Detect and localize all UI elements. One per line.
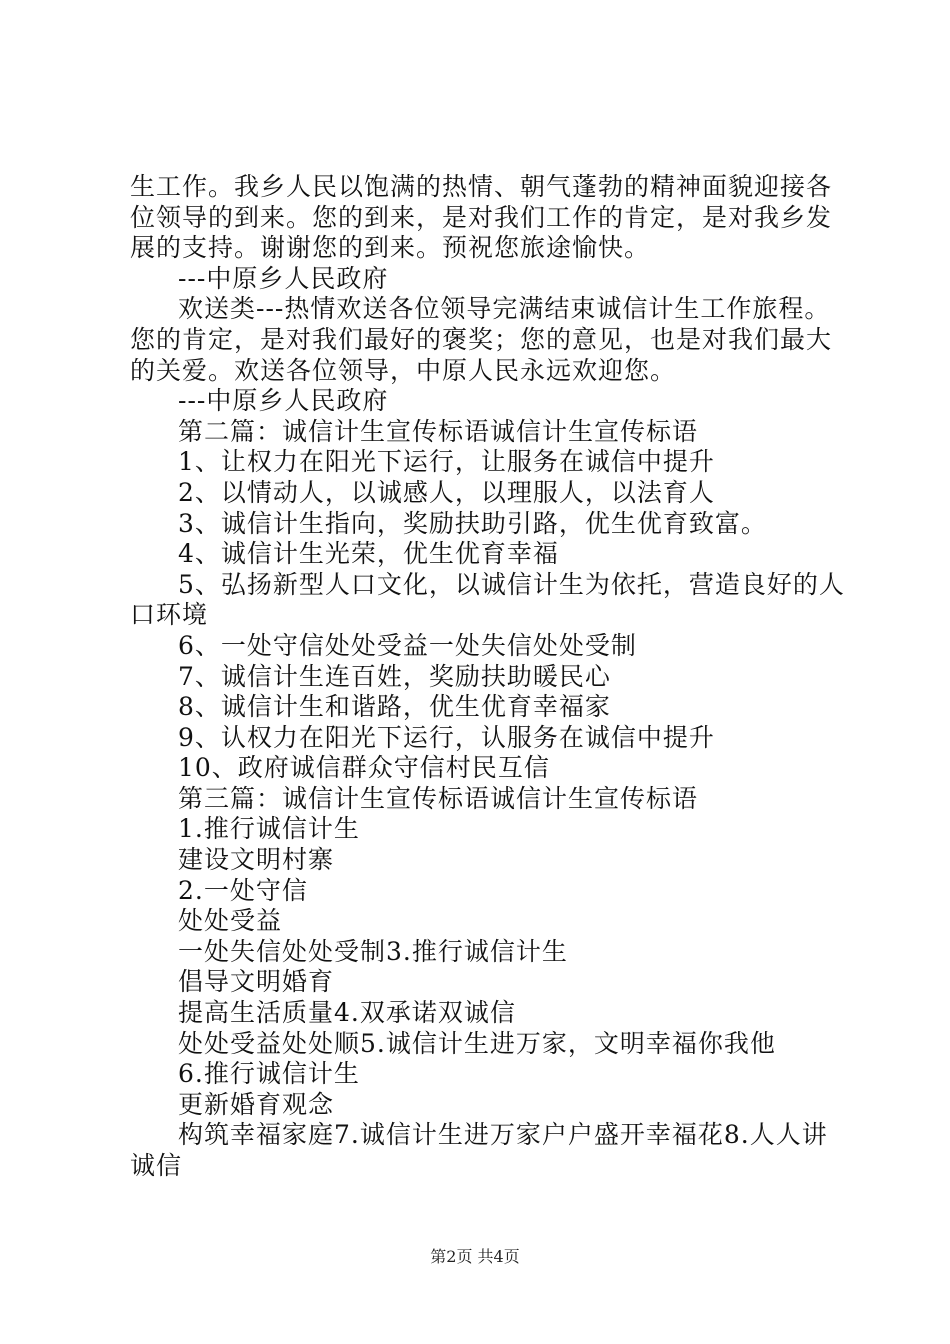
text-line: 第二篇：诚信计生宣传标语诚信计生宣传标语 bbox=[178, 416, 699, 446]
text-line: 诚信 bbox=[130, 1151, 183, 1180]
text-line: 您的肯定，是对我们最好的褒奖；您的意见，也是对我们最大 bbox=[130, 324, 833, 354]
text-line: 6.推行诚信计生 bbox=[178, 1059, 360, 1089]
text-line: 8、诚信计生和谐路，优生优育幸福家 bbox=[178, 692, 611, 722]
text-line: 6、一处守信处处受益一处失信处处受制 bbox=[178, 630, 637, 660]
text-line: 一处失信处处受制3.推行诚信计生 bbox=[178, 936, 568, 966]
text-line: 建设文明村寨 bbox=[178, 845, 335, 875]
text-line: 3、诚信计生指向，奖励扶助引路，优生优育致富。 bbox=[178, 508, 767, 538]
text-line: 展的支持。谢谢您的到来。预祝您旅途愉快。 bbox=[130, 233, 651, 263]
text-line: 2、以情动人，以诚感人，以理服人，以法育人 bbox=[178, 477, 715, 507]
text-line: 更新婚育观念 bbox=[178, 1089, 335, 1119]
text-line: 1、让权力在阳光下运行，让服务在诚信中提升 bbox=[178, 447, 715, 477]
page-footer: 第2页 共4页 bbox=[430, 1247, 520, 1266]
text-line: 处处受益处处顺5.诚信计生进万家，文明幸福你我他 bbox=[178, 1028, 776, 1058]
text-line: 构筑幸福家庭7.诚信计生进万家户户盛开幸福花8.人人讲 bbox=[178, 1120, 828, 1150]
text-line: ---中原乡人民政府 bbox=[178, 263, 389, 293]
text-line: 5、弘扬新型人口文化，以诚信计生为依托，营造良好的人 bbox=[178, 569, 845, 599]
text-line: 第三篇：诚信计生宣传标语诚信计生宣传标语 bbox=[178, 783, 699, 813]
text-line: 的关爱。欢送各位领导，中原人民永远欢迎您。 bbox=[130, 355, 677, 385]
text-line: 4、诚信计生光荣，优生优育幸福 bbox=[178, 539, 559, 569]
text-line: 9、认权力在阳光下运行，认服务在诚信中提升 bbox=[178, 722, 715, 752]
text-line: 生工作。我乡人民以饱满的热情、朝气蓬勃的精神面貌迎接各 bbox=[130, 172, 833, 201]
text-line: 倡导文明婚育 bbox=[178, 967, 335, 997]
text-line: 位领导的到来。您的到来，是对我们工作的肯定，是对我乡发 bbox=[130, 202, 833, 232]
text-line: 10、政府诚信群众守信村民互信 bbox=[178, 753, 550, 783]
text-line: 处处受益 bbox=[178, 906, 283, 936]
text-line: 欢送类---热情欢送各位领导完满结束诚信计生工作旅程。 bbox=[178, 294, 831, 324]
text-line: ---中原乡人民政府 bbox=[178, 386, 389, 416]
text-line: 1.推行诚信计生 bbox=[178, 814, 360, 844]
text-line: 7、诚信计生连百姓，奖励扶助暖民心 bbox=[178, 661, 611, 691]
text-line: 提高生活质量4.双承诺双诚信 bbox=[178, 998, 516, 1028]
document-body bbox=[130, 172, 845, 1182]
text-line: 口环境 bbox=[130, 600, 209, 630]
text-line: 2.一处守信 bbox=[178, 875, 308, 905]
